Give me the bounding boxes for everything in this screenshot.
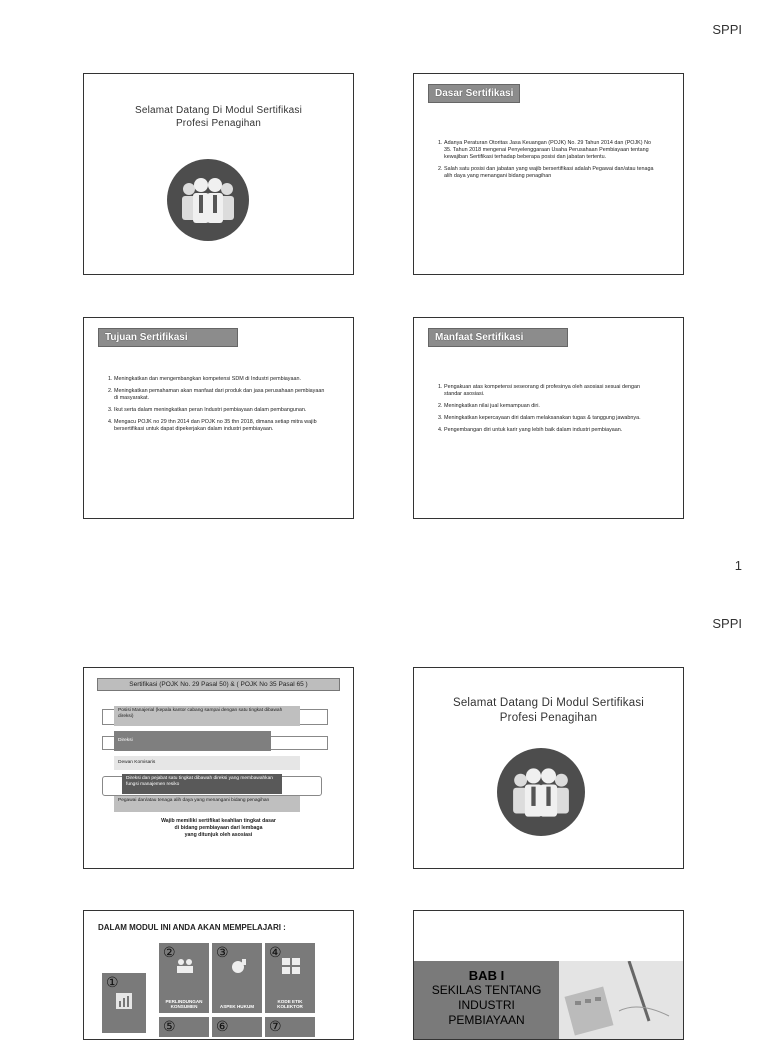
list-item: 4. Mengacu POJK no 29 thn 2014 dan POJK no 35 thn 2018, dimana setiap mitra wajib bersertifikasi untuk dapat dipekerjakan dalam industri pembiayaan. [114,419,327,433]
chapter-line: PEMBIAYAAN [448,1013,525,1027]
page-header: SPPI [712,616,742,631]
module-tile-4 [265,943,315,1013]
slide-title: Sertifikasi (POJK No. 29 Pasal 50) & ( POJK No 35 Pasal 65 ) [97,678,340,691]
module-tile-2 [159,943,209,1013]
page-number: 1 [734,558,742,573]
bar-dewan-komisaris: Dewan Komisaris [114,756,300,770]
slide-manfaat-sertifikasi [413,317,684,519]
group-icon [281,957,301,975]
slide-list [100,376,327,438]
module-tile-7 [265,1017,315,1037]
bar-direksi: Direksi [114,731,271,751]
slide-title [84,104,353,130]
list-item: 2. Salah satu posisi dan jabatan yang wajib bersertifikasi adalah Pegawai dan/atau tenaga alih daya yang menangani bidang penagihan [444,166,657,180]
list-item: 1. Pengakuan atas kompetensi seseorang di profesinya oleh asosiasi sesuai dengan standar asosiasi. [444,384,657,398]
slide-title: Tujuan Sertifikasi [98,328,238,347]
tile-number: ① [106,974,119,990]
chapter-number: BAB I [468,968,505,983]
slide-sertifikasi-pojk [83,667,354,869]
footer-line: Wajib memiliki sertifikat keahlian tingkat dasar [161,818,276,824]
bar-pegawai-penagihan: Pegawai dan/atau tenaga alih daya yang menangani bidang penagihan [114,796,300,812]
slide-title: Manfaat Sertifikasi [428,328,568,347]
page-header: SPPI [712,22,742,37]
slide-footer [124,818,313,839]
title-line-1: Selamat Datang Di Modul Sertifikasi [452,697,645,709]
list-item: 1. Meningkatkan dan mengembangkan kompetensi SDM di Industri pembiayaan. [114,376,327,383]
slide-list [430,384,657,439]
tile-number: ⑥ [216,1018,229,1034]
list-item: 2. Meningkatkan pemahaman akan manfaat dari produk dan jasa perusahaan pembiayaan di masyarakat. [114,388,327,402]
people-illustration-icon [167,159,249,241]
slide-welcome [413,667,684,869]
list-item: 2. Meningkatkan nilai jual kemampuan diri. [444,403,657,410]
module-tile-6 [212,1017,262,1037]
chapter-line: INDUSTRI [458,998,515,1012]
footer-line: di bidang pembiayaan dari lembaga [174,825,263,831]
tile-number: ⑦ [269,1018,282,1034]
tile-label: KODE ETIK KOLEKTOR [277,999,303,1009]
bar-posisi-manajerial: Posisi Manajerial (kepala kantor cabang sampai dengan satu tingkat dibawah direksi) [114,706,300,726]
title-line-1: Selamat Datang Di Modul Sertifikasi [134,105,303,116]
footer-line: yang ditunjuk oleh asosiasi [184,832,253,838]
module-tile-3 [212,943,262,1013]
calculator-pen-icon [559,961,684,1040]
title-line-2: Profesi Penagihan [175,118,262,129]
slide-list [430,140,657,185]
list-item: 3. Ikut serta dalam meningkatkan peran Industri pembiayaan dalam pembangunan. [114,407,327,414]
slide-title: Dasar Sertifikasi [428,84,520,103]
slide-dalam-modul [83,910,354,1040]
people-icon [175,957,195,975]
slide-bab-1 [413,910,684,1040]
tile-number: ③ [216,944,229,960]
slide-title [414,696,683,726]
finance-photo [559,961,684,1040]
list-item: 3. Meningkatkan kepercayaan diri dalam melaksanakan tugas & tanggung jawabnya. [444,415,657,422]
slide-tujuan-sertifikasi [83,317,354,519]
slide-title: DALAM MODUL INI ANDA AKAN MEMPELAJARI : [98,923,286,932]
slide-welcome [83,73,354,275]
bar-direksi-manajemen-resiko: Direksi dan pejabat satu tingkat dibawah direksi yang membawahkan fungsi manajemen resiko [122,774,282,794]
chapter-line: SEKILAS TENTANG [431,983,542,997]
title-line-2: Profesi Penagihan [499,712,598,724]
report-icon [114,991,134,1011]
tile-label: ASPEK HUKUM [219,1004,255,1009]
tile-number: ④ [269,944,282,960]
module-tile-1 [102,973,146,1033]
tile-label: PERLINDUNGAN KONSUMEN [165,999,203,1009]
chapter-banner [414,961,559,1040]
module-tile-5 [159,1017,209,1037]
tile-number: ② [163,944,176,960]
tile-number: ⑤ [163,1018,176,1034]
slide-dasar-sertifikasi [413,73,684,275]
people-illustration-icon [497,748,585,836]
list-item: 4. Pengembangan diri untuk karir yang lebih baik dalam industri pembiayaan. [444,427,657,434]
law-icon [228,957,248,975]
list-item: 1. Adanya Peraturan Otoritas Jasa Keuangan (POJK) No. 29 Tahun 2014 dan (POJK) No 35. Tahun 2018 mengenai Penyelenggaraan Usaha Perusahaan Pembiayaan tentang kewajiban Sertifikasi terhadap beberapa posisi dan jabatan tertentu. [444,140,657,161]
